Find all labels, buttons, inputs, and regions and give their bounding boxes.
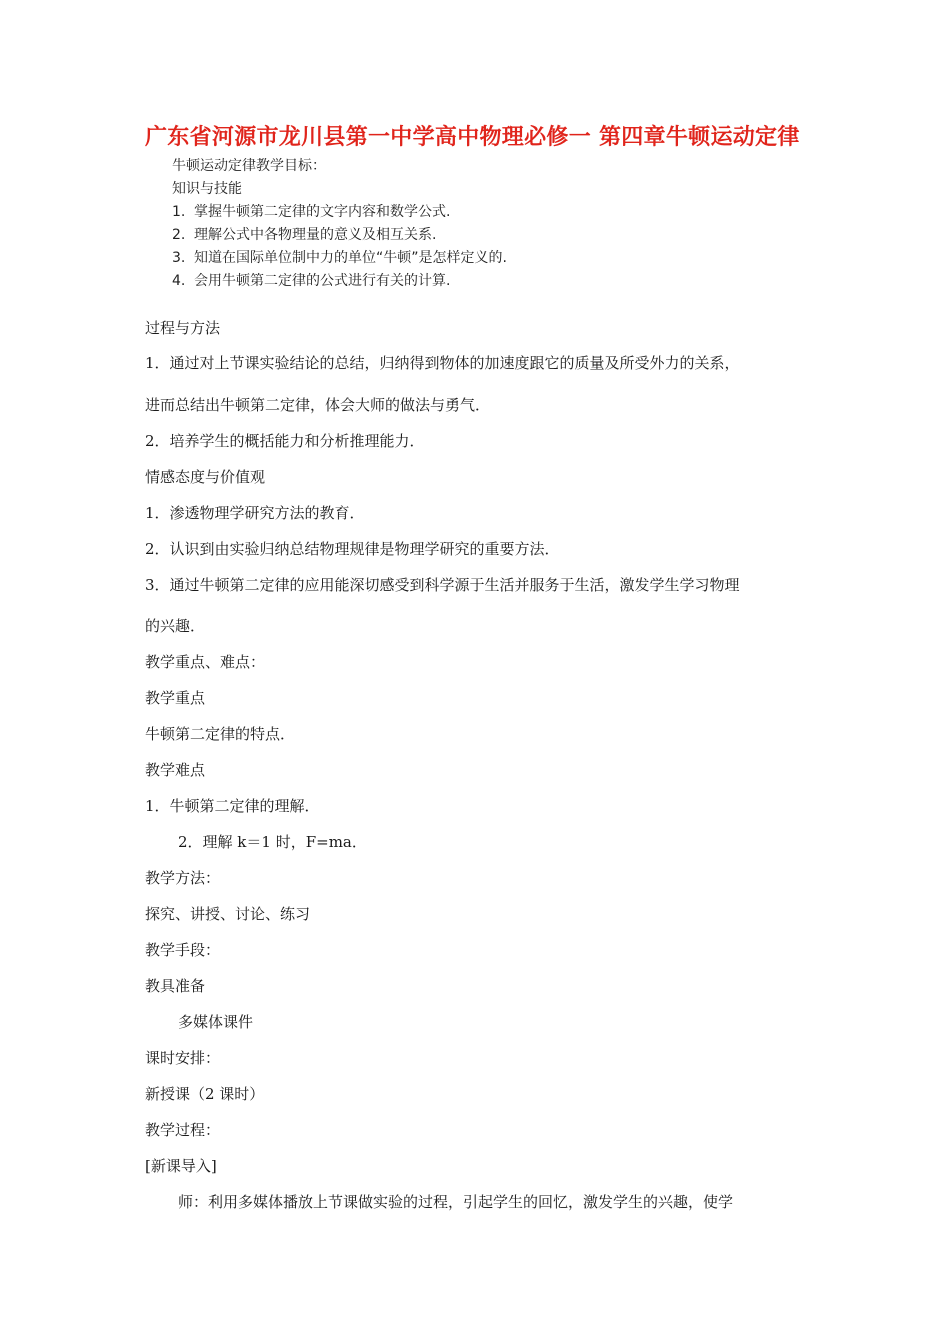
emotion-item-2: 2．认识到由实验归纳总结物理规律是物理学研究的重要方法．: [145, 540, 560, 558]
objective-item: 1. 掌握牛顿第二定律的文字内容和数学公式.: [172, 204, 451, 220]
objectives-subheading: 知识与技能: [172, 181, 242, 197]
difficulty-heading: 教学难点: [145, 761, 206, 779]
objectives-box: [172, 155, 622, 293]
emotion-item-1: 1．渗透物理学研究方法的教育．: [145, 504, 365, 522]
document-title: 广东省河源市龙川县第一中学高中物理必修一 第四章牛顿运动定律: [145, 125, 800, 150]
intro-text: 师：利用多媒体播放上节课做实验的过程，引起学生的回忆，激发学生的兴趣，使学: [178, 1193, 734, 1211]
schedule-text: 新授课（2 课时）: [145, 1085, 265, 1103]
objective-item: 2. 理解公式中各物理量的意义及相互关系.: [172, 227, 437, 243]
key-point-heading: 教学重点: [145, 689, 206, 707]
process-item-1-cont: 进而总结出牛顿第二定律，体会大师的做法与勇气．: [145, 396, 491, 414]
objectives-heading: 牛顿运动定律教学目标：: [172, 158, 326, 174]
objective-item: 3. 知道在国际单位制中力的单位“牛顿”是怎样定义的.: [172, 250, 507, 266]
tools-text: 多媒体课件: [178, 1013, 254, 1031]
difficulty-item-2: 2．理解 k＝1 时，F=ma．: [178, 833, 367, 851]
method-heading: 教学方法：: [145, 869, 221, 887]
process-heading: 过程与方法: [145, 319, 221, 337]
process-main-heading: 教学过程：: [145, 1121, 221, 1139]
key-heading: 教学重点、难点：: [145, 653, 266, 671]
key-point: 牛顿第二定律的特点．: [145, 725, 296, 743]
tools-heading: 教具准备: [145, 977, 206, 995]
emotion-item-3-cont: 的兴趣．: [145, 617, 206, 635]
process-item-1: 1．通过对上节课实验结论的总结，归纳得到物体的加速度跟它的质量及所受外力的关系，: [145, 354, 740, 372]
means-heading: 教学手段：: [145, 941, 221, 959]
objective-item: 4. 会用牛顿第二定律的公式进行有关的计算.: [172, 273, 451, 289]
difficulty-item-1: 1．牛顿第二定律的理解．: [145, 797, 320, 815]
process-item-2: 2．培养学生的概括能力和分析推理能力．: [145, 432, 425, 450]
emotion-item-3: 3．通过牛顿第二定律的应用能深切感受到科学源于生活并服务于生活，激发学生学习物理: [145, 576, 740, 594]
method-text: 探究、讲授、讨论、练习: [145, 905, 311, 923]
emotion-heading: 情感态度与价值观: [145, 468, 266, 486]
intro-heading: [新课导入]: [145, 1157, 217, 1175]
schedule-heading: 课时安排：: [145, 1049, 221, 1067]
